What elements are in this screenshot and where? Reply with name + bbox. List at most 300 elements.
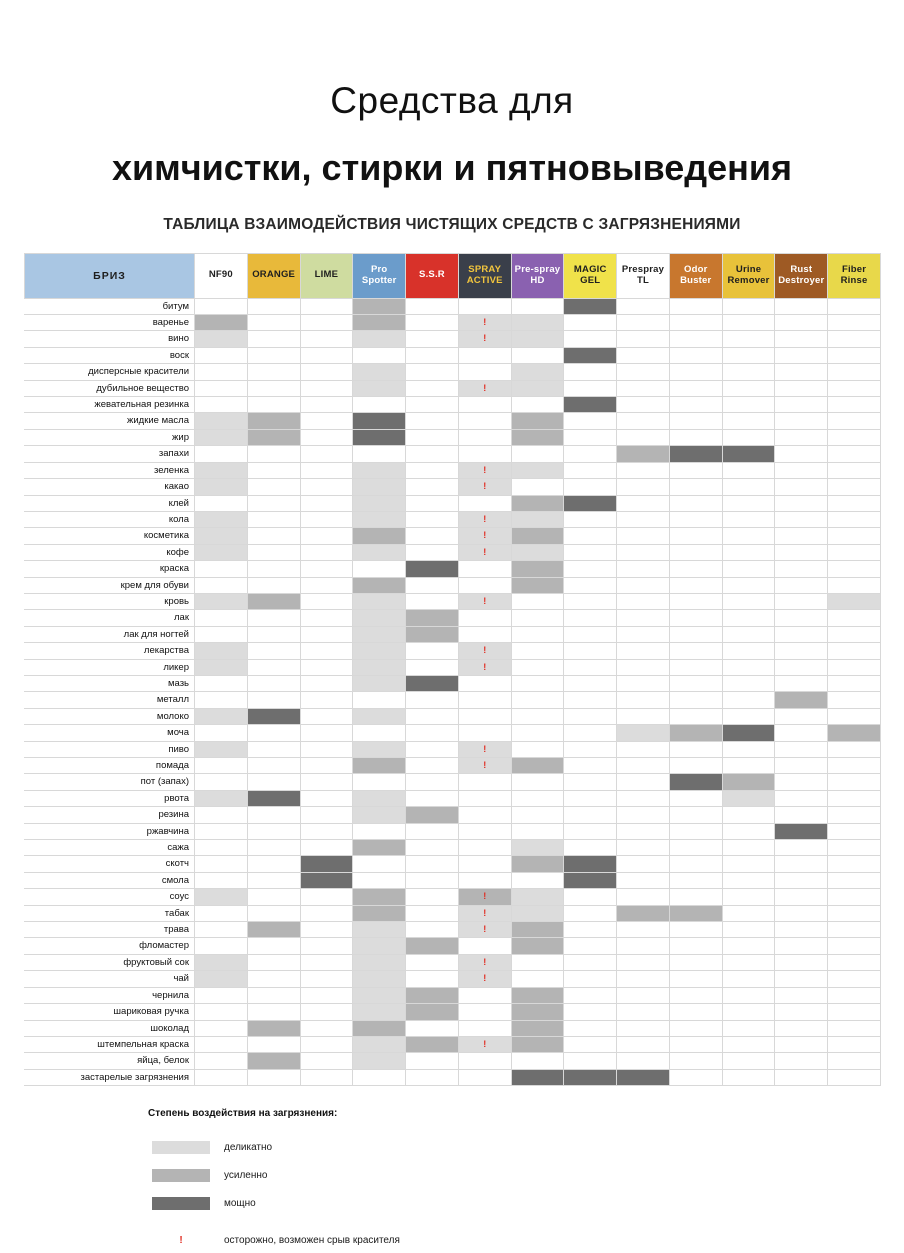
matrix-cell [511,905,564,921]
table-row [25,774,881,790]
matrix-cell [828,725,881,741]
matrix-cell [828,790,881,806]
matrix-cell [617,577,670,593]
matrix-cell [722,495,775,511]
matrix-cell [828,856,881,872]
matrix-cell [458,626,511,642]
warning-icon: ! [483,973,487,984]
matrix-cell [722,675,775,691]
matrix-cell [458,708,511,724]
matrix-cell [828,347,881,363]
matrix-cell [353,856,406,872]
matrix-cell [458,1004,511,1020]
matrix-cell [617,1036,670,1052]
matrix-cell [722,856,775,872]
matrix-row-label: резина [25,807,195,823]
matrix-cell [300,758,353,774]
matrix-cell [195,889,248,905]
matrix-cell [195,1036,248,1052]
matrix-cell [353,987,406,1003]
matrix-cell [300,807,353,823]
matrix-cell [458,380,511,396]
matrix-cell [669,790,722,806]
matrix-row-label: кола [25,511,195,527]
matrix-cell [722,840,775,856]
matrix-cell [722,938,775,954]
matrix-cell [775,1020,828,1036]
matrix-cell [775,938,828,954]
matrix-cell [722,315,775,331]
matrix-cell [300,741,353,757]
matrix-cell [775,331,828,347]
matrix-cell [353,708,406,724]
matrix-column-header-7: Pre-spray HD [511,253,564,298]
matrix-cell [828,823,881,839]
matrix-cell [195,364,248,380]
matrix-cell [669,298,722,314]
matrix-cell [195,495,248,511]
matrix-cell [353,905,406,921]
matrix-cell [775,659,828,675]
matrix-cell [564,298,617,314]
matrix-cell [617,987,670,1003]
matrix-cell [406,626,459,642]
matrix-cell [300,397,353,413]
matrix-row-label: шариковая ручка [25,1004,195,1020]
matrix-cell [617,544,670,560]
matrix-cell [722,626,775,642]
matrix-cell [195,790,248,806]
matrix-cell [300,1053,353,1069]
matrix-cell [775,397,828,413]
matrix-column-header-12: Rust Destroyer [775,253,828,298]
matrix-cell [353,544,406,560]
matrix-cell [300,840,353,856]
matrix-cell [669,413,722,429]
matrix-cell [406,889,459,905]
matrix-cell [828,561,881,577]
matrix-row-label: битум [25,298,195,314]
matrix-cell [511,528,564,544]
matrix-cell [617,1053,670,1069]
matrix-row-label: пот (запах) [25,774,195,790]
matrix-cell [564,626,617,642]
matrix-cell [775,577,828,593]
matrix-cell [353,528,406,544]
matrix-cell [247,331,300,347]
matrix-cell [353,331,406,347]
matrix-cell [775,495,828,511]
matrix-cell [828,741,881,757]
matrix-cell [722,807,775,823]
matrix-cell [669,741,722,757]
matrix-cell [195,544,248,560]
matrix-cell [353,643,406,659]
matrix-cell [458,692,511,708]
matrix-cell [300,643,353,659]
matrix-cell [353,479,406,495]
warning-icon: ! [483,513,487,524]
matrix-column-header-8: MAGIC GEL [564,253,617,298]
matrix-cell [828,1004,881,1020]
matrix-cell [353,495,406,511]
matrix-cell [828,971,881,987]
table-row [25,659,881,675]
matrix-cell [458,840,511,856]
matrix-cell [300,413,353,429]
matrix-cell [775,544,828,560]
matrix-cell [300,1036,353,1052]
matrix-cell [564,1069,617,1085]
matrix-cell [511,413,564,429]
matrix-cell [775,807,828,823]
warning-icon: ! [483,382,487,393]
table-row [25,298,881,314]
matrix-cell [353,626,406,642]
table-row [25,1036,881,1052]
matrix-cell [300,872,353,888]
matrix-cell [564,708,617,724]
matrix-row-label: крем для обуви [25,577,195,593]
matrix-cell [828,331,881,347]
matrix-cell [775,429,828,445]
matrix-cell [247,905,300,921]
matrix-cell [406,1036,459,1052]
matrix-cell [300,971,353,987]
matrix-cell [511,708,564,724]
matrix-cell [617,905,670,921]
matrix-cell [195,856,248,872]
matrix-cell [247,511,300,527]
matrix-row-label: молоко [25,708,195,724]
matrix-cell [300,544,353,560]
matrix-cell [775,905,828,921]
matrix-cell [247,971,300,987]
warning-icon: ! [483,317,487,328]
matrix-cell [722,659,775,675]
matrix-cell [247,1069,300,1085]
matrix-cell [247,741,300,757]
matrix-cell [617,889,670,905]
matrix-cell [511,922,564,938]
matrix-cell [617,1020,670,1036]
matrix-row-label: штемпельная краска [25,1036,195,1052]
matrix-cell [406,971,459,987]
matrix-column-header-11: Urine Remover [722,253,775,298]
matrix-cell [617,495,670,511]
matrix-cell [828,954,881,970]
matrix-cell [353,577,406,593]
matrix-cell [722,790,775,806]
matrix-cell [406,298,459,314]
matrix-row-label: дубильное вещество [25,380,195,396]
matrix-cell [511,315,564,331]
warning-icon: ! [483,924,487,935]
matrix-cell [564,807,617,823]
matrix-cell [617,446,670,462]
matrix-cell [564,544,617,560]
matrix-cell [353,774,406,790]
matrix-cell [406,364,459,380]
matrix-cell [458,905,511,921]
matrix-cell [511,741,564,757]
matrix-cell [195,741,248,757]
matrix-cell [564,987,617,1003]
matrix-cell [353,413,406,429]
matrix-cell [511,626,564,642]
matrix-cell [195,429,248,445]
matrix-cell [669,823,722,839]
matrix-cell [406,479,459,495]
legend-swatch [152,1169,210,1182]
matrix-cell [195,511,248,527]
matrix-cell [617,938,670,954]
matrix-cell [722,413,775,429]
matrix-cell [669,577,722,593]
matrix-cell [195,298,248,314]
matrix-row-label: металл [25,692,195,708]
matrix-row-label: лак [25,610,195,626]
matrix-cell [458,643,511,659]
matrix-cell [195,954,248,970]
matrix-cell [300,364,353,380]
matrix-cell [564,790,617,806]
matrix-cell [828,380,881,396]
matrix-cell [669,774,722,790]
matrix-cell [247,872,300,888]
matrix-cell [511,872,564,888]
matrix-cell [195,315,248,331]
interaction-table-wrapper [24,253,880,1087]
matrix-cell [247,626,300,642]
matrix-cell [722,741,775,757]
matrix-row-label: кровь [25,593,195,609]
matrix-cell [458,971,511,987]
legend-item [148,1133,848,1161]
matrix-cell [722,298,775,314]
matrix-cell [669,856,722,872]
matrix-row-label: фломастер [25,938,195,954]
matrix-cell [458,938,511,954]
matrix-cell [564,643,617,659]
matrix-cell [564,413,617,429]
matrix-cell [195,938,248,954]
matrix-row-label: зеленка [25,462,195,478]
matrix-cell [247,364,300,380]
table-row [25,315,881,331]
matrix-cell [353,298,406,314]
matrix-cell [669,758,722,774]
matrix-cell [722,528,775,544]
matrix-column-header-13: Fiber Rinse [828,253,881,298]
matrix-cell [564,593,617,609]
matrix-cell [300,626,353,642]
matrix-cell [458,347,511,363]
matrix-cell [458,544,511,560]
matrix-cell [828,758,881,774]
matrix-cell [406,593,459,609]
matrix-cell [722,544,775,560]
matrix-cell [247,446,300,462]
matrix-cell [300,1020,353,1036]
matrix-cell [458,331,511,347]
matrix-cell [828,544,881,560]
matrix-cell [669,429,722,445]
matrix-row-label: дисперсные красители [25,364,195,380]
matrix-cell [300,331,353,347]
matrix-cell [406,1020,459,1036]
matrix-cell [722,593,775,609]
matrix-row-label: жир [25,429,195,445]
table-row [25,922,881,938]
warning-icon: ! [483,333,487,344]
matrix-cell [247,479,300,495]
matrix-column-header-4: Pro Spotter [353,253,406,298]
matrix-cell [353,315,406,331]
matrix-cell [353,1036,406,1052]
matrix-row-label: скотч [25,856,195,872]
matrix-cell [617,807,670,823]
matrix-cell [300,725,353,741]
table-row [25,987,881,1003]
matrix-cell [406,922,459,938]
matrix-cell [617,528,670,544]
matrix-cell [564,380,617,396]
matrix-cell [775,511,828,527]
matrix-cell [722,774,775,790]
matrix-cell [195,725,248,741]
matrix-cell [722,954,775,970]
matrix-cell [353,889,406,905]
matrix-cell [669,610,722,626]
matrix-cell [775,413,828,429]
matrix-cell [775,741,828,757]
matrix-cell [564,938,617,954]
matrix-column-header-5: S.S.R [406,253,459,298]
matrix-cell [775,708,828,724]
matrix-cell [617,397,670,413]
matrix-cell [353,790,406,806]
matrix-corner-brand: БРИЗ [25,253,195,298]
matrix-column-header-6: SPRAY ACTIVE [458,253,511,298]
matrix-cell [353,429,406,445]
matrix-cell [406,544,459,560]
matrix-cell [195,692,248,708]
table-row [25,872,881,888]
matrix-row-label: какао [25,479,195,495]
matrix-cell [195,774,248,790]
matrix-cell [669,659,722,675]
matrix-cell [828,708,881,724]
matrix-cell [617,840,670,856]
matrix-row-label: пиво [25,741,195,757]
matrix-cell [722,561,775,577]
matrix-cell [564,692,617,708]
matrix-cell [406,987,459,1003]
matrix-cell [406,790,459,806]
matrix-cell [722,1004,775,1020]
matrix-cell [775,347,828,363]
matrix-cell [722,331,775,347]
table-row [25,413,881,429]
matrix-cell [247,823,300,839]
matrix-cell [195,561,248,577]
matrix-cell [564,856,617,872]
matrix-cell [669,561,722,577]
table-row [25,840,881,856]
matrix-cell [458,446,511,462]
matrix-cell [669,626,722,642]
matrix-cell [247,938,300,954]
matrix-row-label: соус [25,889,195,905]
matrix-cell [722,971,775,987]
matrix-cell [300,954,353,970]
matrix-cell [300,692,353,708]
matrix-cell [722,511,775,527]
matrix-cell [353,971,406,987]
matrix-cell [564,840,617,856]
matrix-cell [669,511,722,527]
matrix-cell [617,331,670,347]
matrix-cell [458,610,511,626]
matrix-cell [300,528,353,544]
matrix-cell [247,889,300,905]
matrix-row-label: ржавчина [25,823,195,839]
matrix-cell [353,758,406,774]
matrix-cell [828,1053,881,1069]
legend-swatch [152,1141,210,1154]
matrix-cell [828,413,881,429]
matrix-cell [195,840,248,856]
table-row [25,1020,881,1036]
matrix-row-label: рвота [25,790,195,806]
matrix-cell [353,462,406,478]
matrix-cell [564,758,617,774]
matrix-cell [195,380,248,396]
table-row [25,938,881,954]
matrix-header-row [25,253,881,298]
table-row [25,741,881,757]
table-row [25,1004,881,1020]
matrix-cell [775,692,828,708]
matrix-cell [458,675,511,691]
matrix-cell [458,774,511,790]
matrix-cell [353,741,406,757]
matrix-cell [458,298,511,314]
matrix-cell [195,462,248,478]
matrix-cell [775,364,828,380]
matrix-cell [300,987,353,1003]
matrix-cell [511,610,564,626]
matrix-row-label: смола [25,872,195,888]
matrix-cell [828,1036,881,1052]
matrix-cell [564,774,617,790]
matrix-cell [511,364,564,380]
matrix-cell [828,872,881,888]
matrix-cell [617,1069,670,1085]
table-row [25,856,881,872]
matrix-cell [775,380,828,396]
table-row [25,511,881,527]
matrix-cell [564,429,617,445]
matrix-cell [247,675,300,691]
matrix-cell [247,561,300,577]
matrix-cell [564,971,617,987]
matrix-cell [353,872,406,888]
matrix-cell [775,889,828,905]
matrix-cell [406,823,459,839]
matrix-cell [775,643,828,659]
